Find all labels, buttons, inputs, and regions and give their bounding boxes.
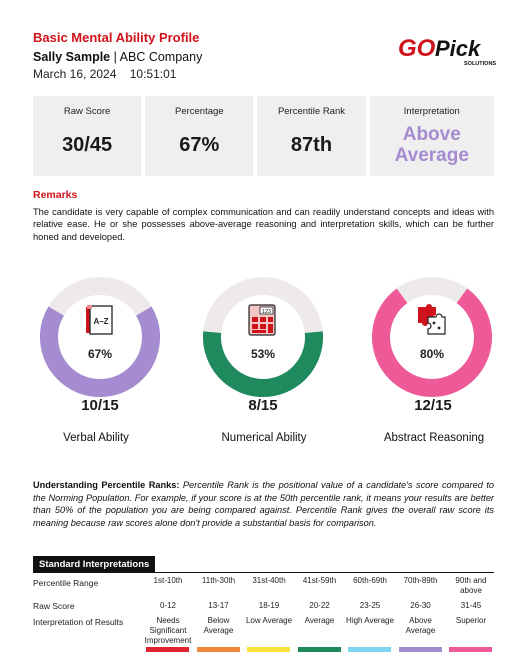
report-time: 10:51:01 bbox=[129, 67, 177, 81]
interpretation-color-swatch bbox=[449, 647, 492, 652]
percentile-range-cell: 31st-40th bbox=[252, 576, 286, 585]
puzzle-icon bbox=[414, 303, 448, 337]
logo-pick: Pick bbox=[435, 36, 481, 61]
company-name: ABC Company bbox=[119, 50, 203, 64]
table-divider bbox=[33, 572, 494, 573]
interpretation-color-swatch bbox=[247, 647, 290, 652]
interpretation-cell: Above Average bbox=[405, 616, 436, 635]
score-summary bbox=[33, 96, 494, 176]
report-datetime bbox=[33, 67, 176, 81]
percentile-range-cell: 90th and above bbox=[455, 576, 487, 595]
interpretation-cell: Superior bbox=[455, 616, 487, 625]
raw-score-cell: 31-45 bbox=[460, 601, 482, 610]
raw-score-cell: 18-19 bbox=[258, 601, 280, 610]
raw-score-cell: 26-30 bbox=[410, 601, 431, 610]
raw-score-cell: 23-25 bbox=[359, 601, 381, 610]
raw-score-value: 30/45 bbox=[62, 134, 113, 156]
percentage-card bbox=[145, 96, 253, 176]
report-title: Basic Mental Ability Profile bbox=[33, 30, 200, 45]
interpretation-row-label: Interpretation of Results bbox=[33, 617, 124, 627]
remarks-heading: Remarks bbox=[33, 189, 78, 201]
percentile-range-cell: 70th-89th bbox=[403, 576, 438, 585]
percentile-range-cell: 60th-69th bbox=[353, 576, 387, 585]
candidate-line bbox=[33, 50, 202, 64]
interpretation-value: Above Average bbox=[394, 124, 469, 166]
verbal-gauge-ring bbox=[40, 277, 160, 397]
logo-solutions: SOLUTIONS bbox=[464, 61, 497, 67]
verbal-score: 10/15 bbox=[81, 397, 119, 414]
percentile-explanation bbox=[33, 479, 494, 529]
interpretation-cell: Average bbox=[304, 616, 335, 625]
numerical-gauge-ring bbox=[203, 277, 323, 397]
standard-interpretations-heading: Standard Interpretations bbox=[33, 556, 155, 573]
interpretation-cell: Low Average bbox=[245, 616, 293, 625]
interpretation-cell: High Average bbox=[346, 616, 394, 625]
abstract-reasoning-label: Abstract Reasoning bbox=[383, 432, 485, 444]
percentile-rank-label: Percentile Rank bbox=[277, 106, 345, 117]
percentile-rank-card bbox=[257, 96, 365, 176]
remarks-text: The candidate is very capable of complex communication and can readily understand concepts and ideas with relative ease. He or she possesses above-average reasoning and interpretation skills, which can be further honed and developed. bbox=[33, 207, 494, 242]
interpretation-color-swatch bbox=[298, 647, 341, 652]
percentile-rank-value: 87th bbox=[290, 134, 333, 156]
interpretation-label: Interpretation bbox=[403, 106, 460, 117]
percentile-range-cell: 11th-30th bbox=[201, 576, 236, 585]
interpretation-color-swatch bbox=[197, 647, 240, 652]
interpretation-cell: Needs Significant Improvement bbox=[144, 616, 192, 645]
percentile-range-cell: 1st-10th bbox=[153, 576, 183, 585]
report-date: March 16, 2024 bbox=[33, 67, 117, 81]
abstract-gauge-ring bbox=[372, 277, 492, 397]
verbal-percent: 67% bbox=[87, 347, 113, 361]
verbal-ability-label: Verbal Ability bbox=[63, 432, 129, 444]
raw-score-cell: 13-17 bbox=[208, 601, 229, 610]
numerical-score: 8/15 bbox=[248, 397, 278, 414]
percentage-label: Percentage bbox=[174, 106, 224, 117]
gopick-logo bbox=[398, 32, 498, 68]
percentile-range-label: Percentile Range bbox=[33, 578, 99, 588]
logo-go: GO bbox=[398, 35, 436, 62]
interpretation-color-swatch bbox=[399, 647, 442, 652]
svg-text:123: 123 bbox=[261, 309, 272, 315]
numerical-ability-label: Numerical Ability bbox=[221, 432, 307, 444]
percentage-value: 67% bbox=[179, 134, 220, 156]
verbal-ability-gauge bbox=[40, 277, 160, 397]
interpretation-card bbox=[370, 96, 494, 176]
percentile-explanation-heading: Understanding Percentile Ranks: bbox=[33, 480, 180, 490]
book-a-z-icon bbox=[82, 303, 116, 337]
raw-score-card bbox=[33, 96, 141, 176]
numerical-ability-gauge bbox=[203, 277, 323, 397]
svg-text:A–Z: A–Z bbox=[93, 317, 109, 326]
interpretation-color-swatch bbox=[146, 647, 189, 652]
percentile-explanation-text: Percentile Rank is the positional value of a candidate's score compared to the Norming Population. For example, if your score is at the 50th percentile rank, it means your results are better than 50% of the population you are being compared against. Percentile Rank gives the overall raw score its meaning because raw scores alone don't provide a substantial basis for comparison. bbox=[33, 480, 494, 528]
raw-score-label: Raw Score bbox=[63, 106, 111, 117]
calculator-icon bbox=[245, 303, 279, 337]
raw-score-row-label: Raw Score bbox=[33, 601, 75, 611]
interpretation-cell: Below Average bbox=[203, 616, 234, 635]
abstract-score: 12/15 bbox=[414, 397, 452, 414]
name-separator: | bbox=[110, 50, 120, 64]
candidate-name: Sally Sample bbox=[33, 50, 111, 64]
abstract-reasoning-gauge bbox=[372, 277, 492, 397]
raw-score-cell: 20-22 bbox=[309, 601, 330, 610]
percentile-range-cell: 41st-59th bbox=[302, 576, 337, 585]
raw-score-cell: 0-12 bbox=[159, 601, 176, 610]
abstract-percent: 80% bbox=[419, 347, 445, 361]
interpretation-color-swatch bbox=[348, 647, 391, 652]
numerical-percent: 53% bbox=[250, 347, 276, 361]
